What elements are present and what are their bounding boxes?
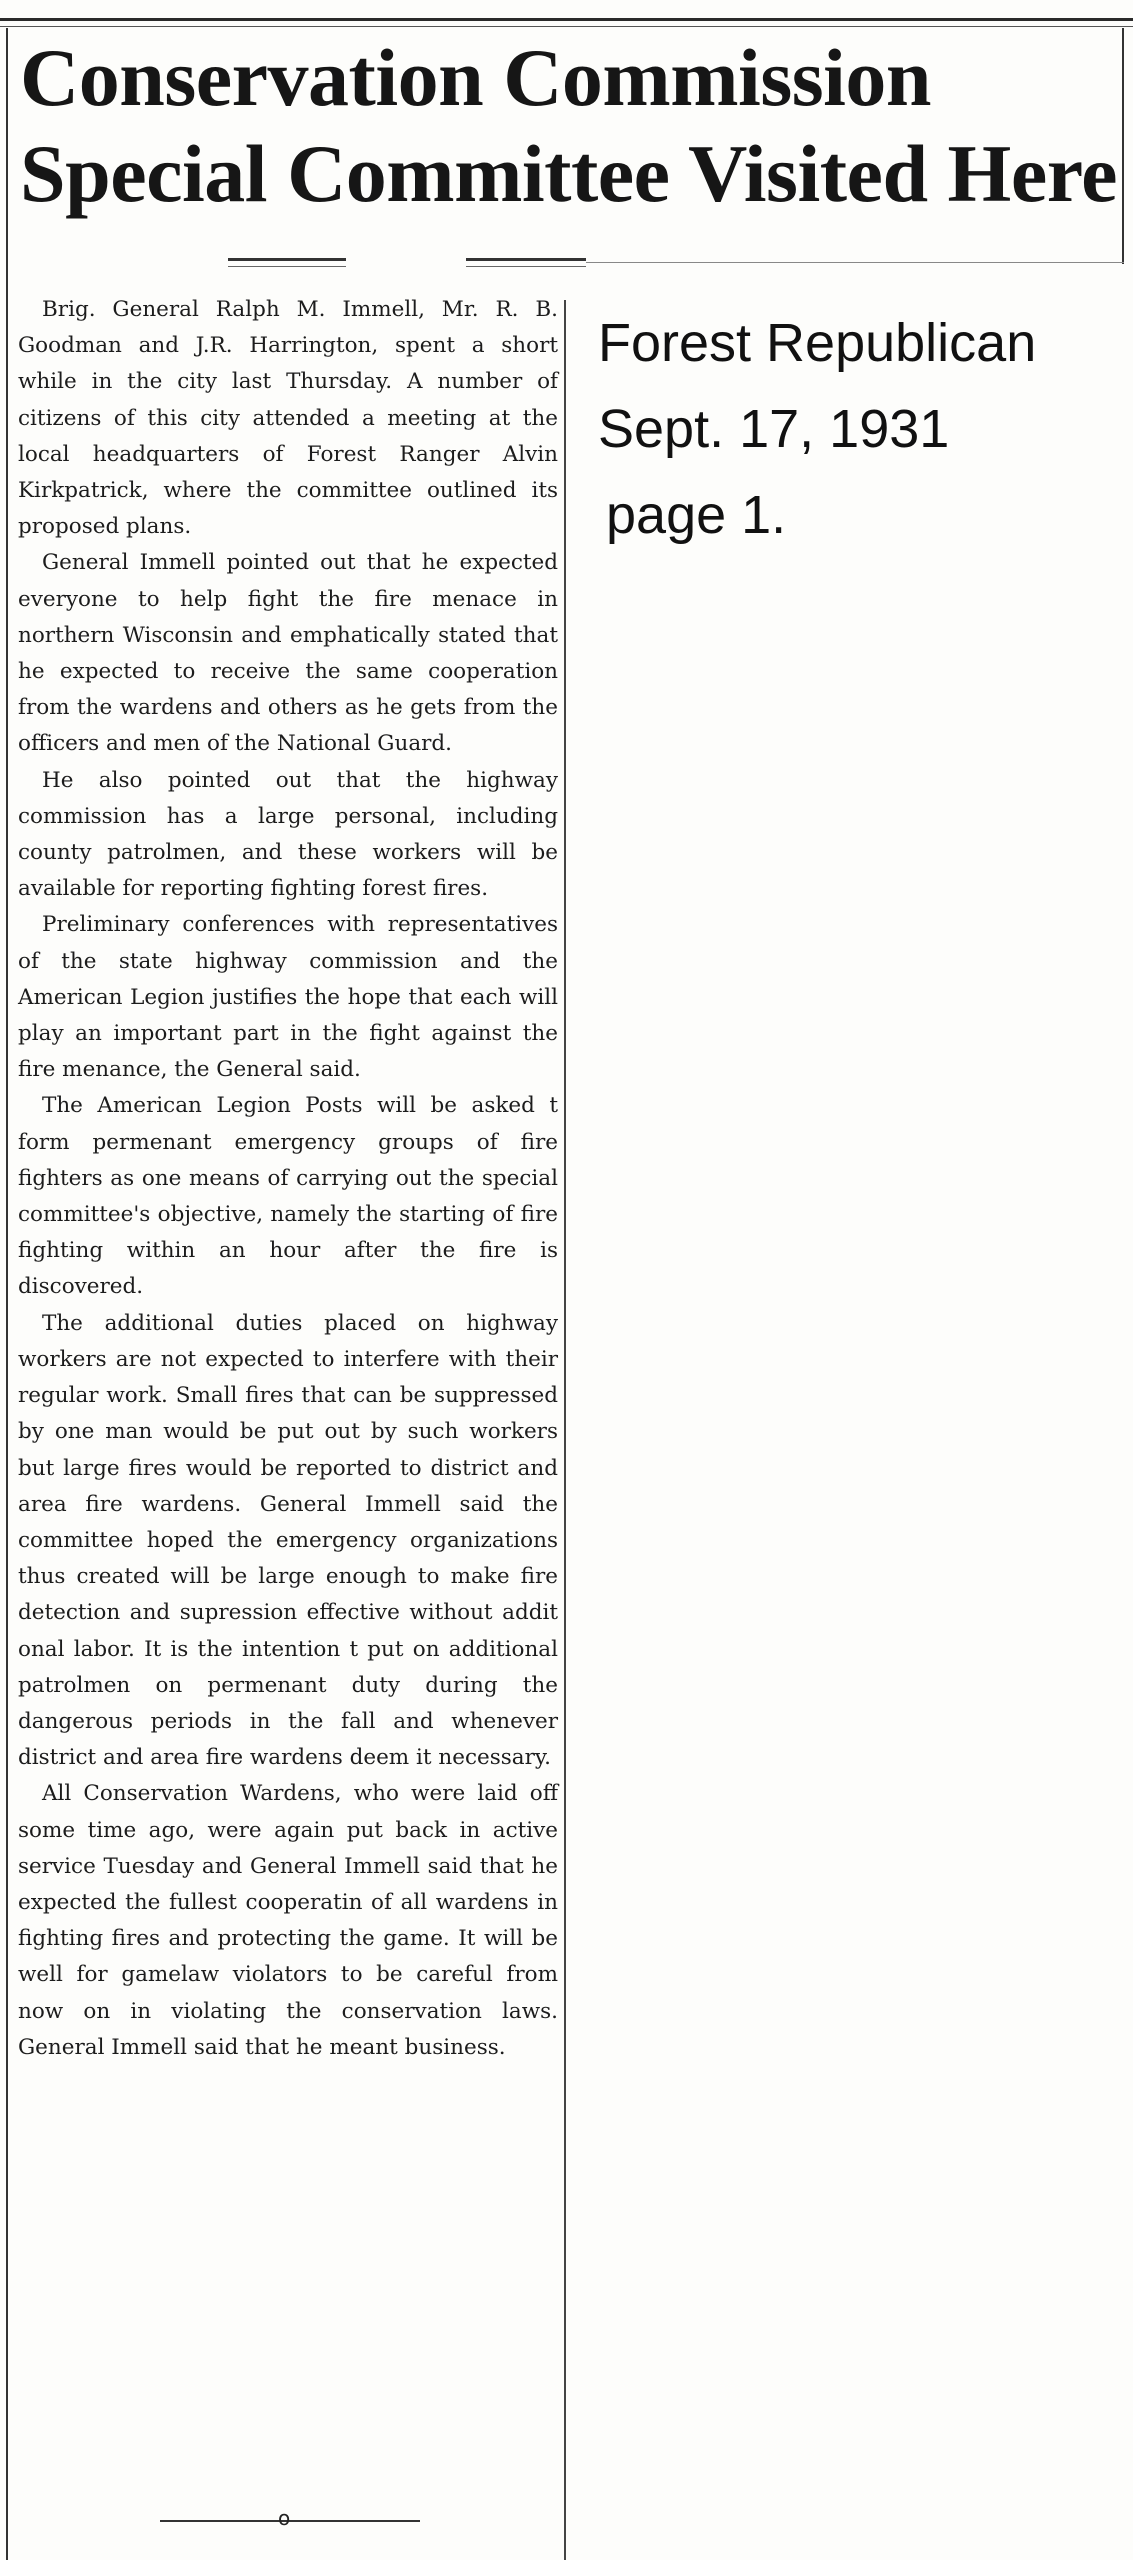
headline-line-1: Conservation Commission [20,32,932,123]
source-note-page: page 1. [606,485,787,545]
article-paragraph-5: The American Legion Posts will be asked t form permenant emergency groups of fire fighters as one means of carrying out the special committee's objective, namely the starting of fire fighting within an hour after the fire is discovered. [18,1093,558,1300]
source-note [598,300,1118,558]
source-note-date: Sept. 17, 1931 [598,399,950,459]
left-column-rule [6,28,8,2560]
headline-rule-right [586,262,1124,263]
article-paragraph-1: Brig. General Ralph M. Immell, Mr. R. B. Goodman and J.R. Harrington, spent a short while in the city last Thursday. A number of citizens of this city attended a meeting at the local headquarters of Forest Ranger Alvin Kirkpatrick, where the committee outlined its proposed plans. [18,297,558,540]
column-right-rule [564,300,566,2560]
article-paragraph-6: The additional duties placed on highway workers are not expected to interfere with their regular work. Small fires that can be suppressed by one man would be put out by such workers but large fires would be reported to district and area fire wardens. General Immell said the committee hoped the emergency organizations thus created will be large enough to make fire detection and supression effective without addit onal labor. It is the intention t put on additional patrolmen on permenant duty during the dangerous periods in the fall and whenever district and area fire wardens deem it necessary. [18,1310,558,1771]
headline-line-2: Special Committee Visited Here [20,128,1118,219]
headline [20,30,1120,222]
headline-dash-left [228,258,346,261]
top-rule-thin [0,26,1133,27]
headline-dash-right-thin [466,266,586,267]
headline-right-rule [1122,28,1124,264]
headline-dash-right [466,258,586,261]
article-end-mark: o [278,2506,291,2530]
article-paragraph-3: He also pointed out that the highway commission has a large personal, including county patrolmen, and these workers will be available for reporting fighting forest fires. [18,767,558,902]
source-note-publication: Forest Republican [598,313,1037,373]
article-paragraph-2: General Immell pointed out that he expected everyone to help fight the fire menace in northern Wisconsin and emphatically stated that he expected to receive the same cooperation from the wardens and others as he gets from the officers and men of the National Guard. [18,550,558,757]
headline-dash-left-thin [228,266,346,267]
top-rule [0,18,1133,21]
article-paragraph-4: Preliminary conferences with representatives of the state highway commission and the American Legion justifies the hope that each will play an important part in the fight against the fire menance, the General said. [18,912,558,1083]
article-body [18,292,558,2066]
article-paragraph-7: All Conservation Wardens, who were laid off some time ago, were again put back in active service Tuesday and General Immell said that he expected the fullest cooperatin of all wardens in fighting fires and protecting the game. It will be well for gamelaw violators to be careful from now on in violating the conservation laws. General Immell said that he meant business. [18,1781,558,2060]
